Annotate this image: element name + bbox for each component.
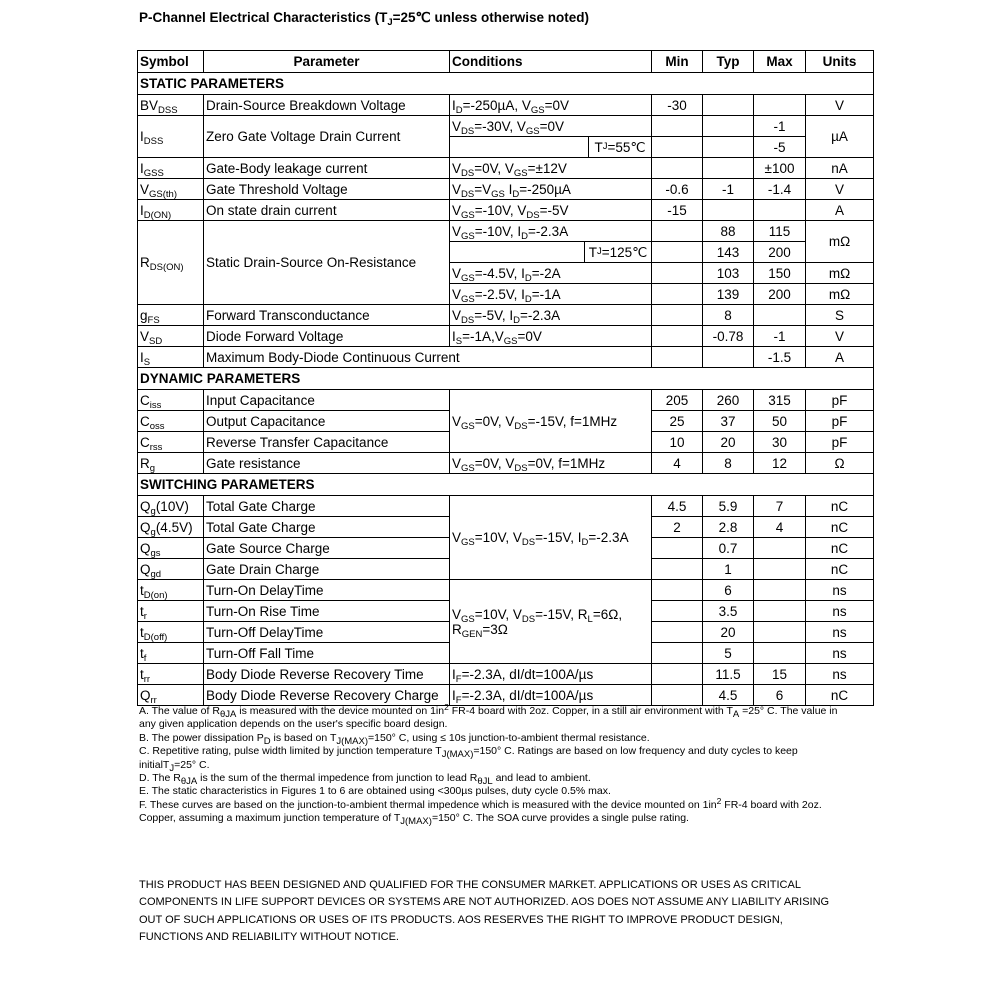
conditions-cell: $V_{GS}=0V$, $V_{DS}=0V$, f=1MHz xyxy=(450,453,652,474)
units-cell: A xyxy=(806,200,874,221)
min-cell: 4 xyxy=(652,453,703,474)
typ-cell: 8 xyxy=(703,305,754,326)
units-cell: V xyxy=(806,326,874,347)
units-cell: Ω xyxy=(806,453,874,474)
min-cell xyxy=(652,242,703,263)
symbol-cell: $Q_g(4.5V)$ xyxy=(138,517,204,538)
units-cell: nC xyxy=(806,496,874,517)
header-typ: Typ xyxy=(703,51,754,73)
parameter-cell: Turn-On DelayTime xyxy=(204,580,450,601)
units-cell: ns xyxy=(806,601,874,622)
min-cell xyxy=(652,622,703,643)
min-cell: -0.6 xyxy=(652,179,703,200)
header-conditions: Conditions xyxy=(450,51,652,73)
conditions-cell: $V_{DS}=-30V$, $V_{GS}=0V$ xyxy=(450,116,652,137)
units-cell: V xyxy=(806,179,874,200)
header-units: Units xyxy=(806,51,874,73)
max-cell: -1 xyxy=(754,326,806,347)
parameter-cell: Output Capacitance xyxy=(204,411,450,432)
typ-cell: 8 xyxy=(703,453,754,474)
max-cell: 315 xyxy=(754,390,806,411)
parameter-cell: Zero Gate Voltage Drain Current xyxy=(204,116,450,158)
table-row xyxy=(138,453,874,474)
min-cell xyxy=(652,685,703,706)
min-cell xyxy=(652,559,703,580)
table-row xyxy=(138,305,874,326)
conditions-cell xyxy=(450,137,652,158)
section-dynamic: DYNAMIC PARAMETERS xyxy=(138,368,874,390)
symbol-cell: $t_f$ xyxy=(138,643,204,664)
header-max: Max xyxy=(754,51,806,73)
table-row xyxy=(138,116,874,137)
parameter-cell: Static Drain-Source On-Resistance xyxy=(204,221,450,305)
symbol-cell: $I_{D(ON)}$ xyxy=(138,200,204,221)
max-cell: -5 xyxy=(754,137,806,158)
parameter-cell: Drain-Source Breakdown Voltage xyxy=(204,95,450,116)
max-cell xyxy=(754,601,806,622)
page-title: P-Channel Electrical Characteristics ($T_J=25℃$ unless otherwise noted) xyxy=(139,10,589,28)
units-cell: ns xyxy=(806,664,874,685)
units-cell: mΩ xyxy=(806,263,874,284)
typ-cell xyxy=(703,347,754,368)
table-row xyxy=(138,200,874,221)
typ-cell: 1 xyxy=(703,559,754,580)
note-c: C. Repetitive rating, pulse width limited by junction temperature $T_{J(MAX)}=150^\circ$ C. Ratings are based on low frequency and duty cycles to keep initialT$_J$=25° C. xyxy=(139,745,798,774)
parameter-cell: Input Capacitance xyxy=(204,390,450,411)
max-cell xyxy=(754,622,806,643)
symbol-cell: $Q_{gs}$ xyxy=(138,538,204,559)
min-cell xyxy=(652,347,703,368)
typ-cell: 11.5 xyxy=(703,664,754,685)
table-row xyxy=(138,390,874,411)
typ-cell: 2.8 xyxy=(703,517,754,538)
units-cell: pF xyxy=(806,390,874,411)
symbol-cell: $V_{GS(th)}$ xyxy=(138,179,204,200)
symbol-cell: $R_{DS(ON)}$ xyxy=(138,221,204,305)
max-cell xyxy=(754,643,806,664)
table-row xyxy=(138,221,874,242)
disclaimer-text: THIS PRODUCT HAS BEEN DESIGNED AND QUALIFIED FOR THE CONSUMER MARKET. APPLICATIONS OR USES AS CRITICAL COMPONENTS IN LIFE SUPPORT DEVICES OR SYSTEMS ARE NOT AUTHORIZED. AOS DOES NOT ASSUME ANY LIABILITY ARISING OUT OF SUCH APPLICATIONS OR USES OF ITS PRODUCTS. AOS RESERVES THE RIGHT TO IMPROVE PRODUCT DESIGN, FUNCTIONS AND RELIABILITY WITHOUT NOTICE. xyxy=(139,879,830,943)
table-row xyxy=(138,685,874,706)
max-cell: 115 xyxy=(754,221,806,242)
min-cell: -15 xyxy=(652,200,703,221)
typ-cell: 4.5 xyxy=(703,685,754,706)
typ-cell: 143 xyxy=(703,242,754,263)
parameter-cell: Gate Source Charge xyxy=(204,538,450,559)
typ-cell: 3.5 xyxy=(703,601,754,622)
header-symbol: Symbol xyxy=(138,51,204,73)
table-row xyxy=(138,158,874,179)
max-cell xyxy=(754,559,806,580)
max-cell: 200 xyxy=(754,284,806,305)
typ-cell xyxy=(703,95,754,116)
conditions-cell: $V_{DS}=0V$, $V_{GS}=\pm 12V$ xyxy=(450,158,652,179)
typ-cell: -0.78 xyxy=(703,326,754,347)
min-cell xyxy=(652,221,703,242)
parameter-cell: Diode Forward Voltage xyxy=(204,326,450,347)
section-row xyxy=(138,73,874,95)
units-cell: ns xyxy=(806,622,874,643)
header-parameter: Parameter xyxy=(204,51,450,73)
symbol-cell: $I_S$ xyxy=(138,347,204,368)
max-cell: 6 xyxy=(754,685,806,706)
min-cell: 205 xyxy=(652,390,703,411)
max-cell: 200 xyxy=(754,242,806,263)
min-cell xyxy=(652,158,703,179)
note-b: B. The power dissipation $P_D$ is based on $T_{J(MAX)}=150^\circ$ C, using ≤ 10s junction-to-ambient thermal resistance. xyxy=(139,731,650,747)
section-row xyxy=(138,368,874,390)
conditions-cell: $V_{GS}=0V$, $V_{DS}=-15V$, f=1MHz xyxy=(450,390,652,453)
typ-cell xyxy=(703,158,754,179)
parameter-cell: Gate-Body leakage current xyxy=(204,158,450,179)
max-cell xyxy=(754,580,806,601)
min-cell: 4.5 xyxy=(652,496,703,517)
conditions-cell: $V_{GS}=10V$, $V_{DS}=-15V$, $R_L=6\Omega$, $R_{GEN}=3\Omega$ xyxy=(450,580,652,664)
section-switching: SWITCHING PARAMETERS xyxy=(138,474,874,496)
symbol-cell: $Q_{gd}$ xyxy=(138,559,204,580)
min-cell xyxy=(652,305,703,326)
conditions-cell: $V_{GS}=-4.5V$, $I_D=-2A$ xyxy=(450,263,652,284)
conditions-cell: $V_{GS}=10V$, $V_{DS}=-15V$, $I_D=-2.3A$ xyxy=(450,496,652,580)
table-row xyxy=(138,496,874,517)
min-cell xyxy=(652,580,703,601)
max-cell xyxy=(754,95,806,116)
min-cell xyxy=(652,137,703,158)
table-header-row xyxy=(138,51,874,73)
min-cell: 2 xyxy=(652,517,703,538)
parameter-cell: Turn-Off Fall Time xyxy=(204,643,450,664)
parameter-cell: Reverse Transfer Capacitance xyxy=(204,432,450,453)
parameter-cell: Gate Threshold Voltage xyxy=(204,179,450,200)
symbol-cell: $BV_{DSS}$ xyxy=(138,95,204,116)
parameter-cell: Body Diode Reverse Recovery Charge xyxy=(204,685,450,706)
junction-temp-cell: T J =55℃ xyxy=(588,137,651,157)
typ-cell: 88 xyxy=(703,221,754,242)
junction-temp-cell: T J =125℃ xyxy=(584,242,651,262)
typ-cell xyxy=(703,200,754,221)
max-cell: -1.5 xyxy=(754,347,806,368)
typ-cell: 260 xyxy=(703,390,754,411)
parameter-cell: Body Diode Reverse Recovery Time xyxy=(204,664,450,685)
max-cell: 15 xyxy=(754,664,806,685)
header-min: Min xyxy=(652,51,703,73)
units-cell: ns xyxy=(806,643,874,664)
note-d: D. The $R_{\theta JA}$ is the sum of the thermal impedence from junction to lead $R_{\theta JL}$ and lead to ambient. xyxy=(139,772,591,788)
symbol-cell: $C_{oss}$ xyxy=(138,411,204,432)
max-cell xyxy=(754,305,806,326)
symbol-cell: $t_r$ xyxy=(138,601,204,622)
units-cell: pF xyxy=(806,432,874,453)
typ-cell: 20 xyxy=(703,432,754,453)
parameter-cell: Turn-Off DelayTime xyxy=(204,622,450,643)
note-e: E. The static characteristics in Figures 1 to 6 are obtained using <300µs pulses, duty cycle 0.5% max. xyxy=(139,785,611,798)
table-row xyxy=(138,347,874,368)
units-cell: A xyxy=(806,347,874,368)
max-cell: 7 xyxy=(754,496,806,517)
typ-cell: 6 xyxy=(703,580,754,601)
units-cell: mΩ xyxy=(806,284,874,305)
max-cell: -1 xyxy=(754,116,806,137)
symbol-cell: $C_{iss}$ xyxy=(138,390,204,411)
min-cell xyxy=(652,116,703,137)
symbol-cell: $Q_{rr}$ xyxy=(138,685,204,706)
conditions-cell: $I_D=-250\mu A$, $V_{GS}=0V$ xyxy=(450,95,652,116)
max-cell xyxy=(754,538,806,559)
parameter-cell: Gate Drain Charge xyxy=(204,559,450,580)
typ-cell: 5 xyxy=(703,643,754,664)
min-cell xyxy=(652,326,703,347)
min-cell xyxy=(652,601,703,622)
min-cell xyxy=(652,538,703,559)
parameter-cell: Total Gate Charge xyxy=(204,496,450,517)
symbol-cell: $t_{D(on)}$ xyxy=(138,580,204,601)
max-cell: 30 xyxy=(754,432,806,453)
typ-cell: 5.9 xyxy=(703,496,754,517)
units-cell: S xyxy=(806,305,874,326)
typ-cell: 37 xyxy=(703,411,754,432)
min-cell xyxy=(652,263,703,284)
conditions-cell: $I_F=-2.3A$, dI/dt=100A/µs xyxy=(450,664,652,685)
units-cell: pF xyxy=(806,411,874,432)
table-row xyxy=(138,664,874,685)
symbol-cell: $t_{D(off)}$ xyxy=(138,622,204,643)
typ-cell: 103 xyxy=(703,263,754,284)
symbol-cell: $g_{FS}$ xyxy=(138,305,204,326)
conditions-cell: $V_{GS}=-10V$, $I_D=-2.3A$ xyxy=(450,221,652,242)
typ-cell: -1 xyxy=(703,179,754,200)
conditions-cell: $V_{DS}=V_{GS}$ $I_D=-250\mu A$ xyxy=(450,179,652,200)
symbol-cell: $Q_g(10V)$ xyxy=(138,496,204,517)
max-cell: 50 xyxy=(754,411,806,432)
max-cell: 12 xyxy=(754,453,806,474)
table-row xyxy=(138,326,874,347)
min-cell: 10 xyxy=(652,432,703,453)
parameter-cell: Maximum Body-Diode Continuous Current xyxy=(204,347,652,368)
conditions-cell: $V_{DS}=-5V$, $I_D=-2.3A$ xyxy=(450,305,652,326)
symbol-cell: $t_{rr}$ xyxy=(138,664,204,685)
units-cell: nC xyxy=(806,559,874,580)
typ-cell xyxy=(703,116,754,137)
parameter-cell: Total Gate Charge xyxy=(204,517,450,538)
conditions-cell: $I_S=-1A,V_{GS}=0V$ xyxy=(450,326,652,347)
max-cell: ±100 xyxy=(754,158,806,179)
footnotes xyxy=(139,702,849,828)
symbol-cell: $I_{GSS}$ xyxy=(138,158,204,179)
units-cell: ns xyxy=(806,580,874,601)
symbol-cell: $V_{SD}$ xyxy=(138,326,204,347)
units-cell: nC xyxy=(806,517,874,538)
conditions-cell: $I_F=-2.3A$, dI/dt=100A/µs xyxy=(450,685,652,706)
max-cell: 4 xyxy=(754,517,806,538)
typ-cell: 0.7 xyxy=(703,538,754,559)
units-cell: nC xyxy=(806,538,874,559)
min-cell: 25 xyxy=(652,411,703,432)
table-row xyxy=(138,95,874,116)
min-cell xyxy=(652,664,703,685)
min-cell: -30 xyxy=(652,95,703,116)
parameter-cell: Turn-On Rise Time xyxy=(204,601,450,622)
units-cell: nA xyxy=(806,158,874,179)
section-static: STATIC PARAMETERS xyxy=(138,73,874,95)
units-cell: mΩ xyxy=(806,221,874,263)
typ-cell: 20 xyxy=(703,622,754,643)
parameter-cell: On state drain current xyxy=(204,200,450,221)
symbol-cell: $C_{rss}$ xyxy=(138,432,204,453)
units-cell: V xyxy=(806,95,874,116)
min-cell xyxy=(652,284,703,305)
parameter-cell: Gate resistance xyxy=(204,453,450,474)
electrical-characteristics-table xyxy=(137,50,874,706)
table-row xyxy=(138,580,874,601)
note-a: A. The value of $R_{\theta JA}$ is measured with the device mounted on $1in^2$ FR-4 board with 2oz. Copper, in a still air environment with $T_A =25^\circ$ C. The value in any given application depends on the user's specific board design. xyxy=(139,702,838,731)
table-row xyxy=(138,179,874,200)
max-cell: 150 xyxy=(754,263,806,284)
section-row xyxy=(138,474,874,496)
symbol-cell: $R_g$ xyxy=(138,453,204,474)
min-cell xyxy=(652,643,703,664)
conditions-cell xyxy=(450,242,652,263)
typ-cell xyxy=(703,137,754,158)
note-f: F. These curves are based on the junction-to-ambient thermal impedence which is measured with the device mounted on $1in^2$ FR-4 board with 2oz. Copper, assuming a maximum junction temperature of $T_{J(MAX)}=150^\circ$ C. The SOA curve provides a single pulse rating. xyxy=(139,795,822,828)
units-cell: nC xyxy=(806,685,874,706)
parameter-cell: Forward Transconductance xyxy=(204,305,450,326)
conditions-cell: $V_{GS}=-10V$, $V_{DS}=-5V$ xyxy=(450,200,652,221)
symbol-cell: $I_{DSS}$ xyxy=(138,116,204,158)
max-cell: -1.4 xyxy=(754,179,806,200)
max-cell xyxy=(754,200,806,221)
typ-cell: 139 xyxy=(703,284,754,305)
conditions-cell: $V_{GS}=-2.5V$, $I_D=-1A$ xyxy=(450,284,652,305)
units-cell: µA xyxy=(806,116,874,158)
